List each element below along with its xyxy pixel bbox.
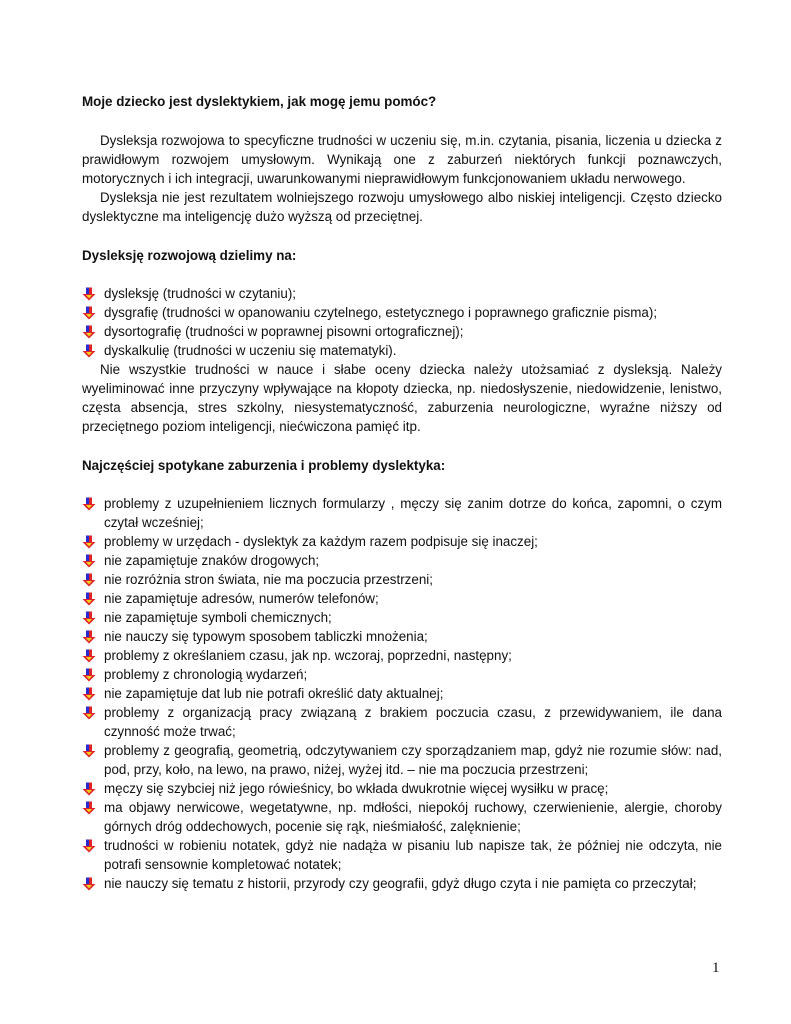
list-item <box>82 703 722 741</box>
arrow-down-bullet-icon <box>82 554 96 568</box>
arrow-down-bullet-icon <box>82 877 96 891</box>
list-item <box>82 322 722 341</box>
list-item-text: dysortografię (trudności w poprawnej pisowni ortograficznej); <box>104 324 464 339</box>
list-item-text: ma objawy nerwicowe, wegetatywne, np. mdłości, niepokój ruchowy, czerwienienie, alergie, choroby górnych dróg oddechowych, pocenie się rąk, nieśmiałość, zalęknienie; <box>104 800 722 834</box>
list-item-text: dysleksję (trudności w czytaniu); <box>104 286 297 301</box>
list-item <box>82 532 722 551</box>
list-item-text: problemy z określaniem czasu, jak np. wczoraj, poprzedni, następny; <box>104 648 512 663</box>
arrow-down-bullet-icon <box>82 668 96 682</box>
list-item-text: dysgrafię (trudności w opanowaniu czytelnego, estetycznego i poprawnego graficznie pisma); <box>104 305 658 320</box>
list-item <box>82 874 722 893</box>
arrow-down-bullet-icon <box>82 611 96 625</box>
arrow-down-bullet-icon <box>82 535 96 549</box>
arrow-down-bullet-icon <box>82 592 96 606</box>
list-item <box>82 608 722 627</box>
list-item <box>82 665 722 684</box>
arrow-down-bullet-icon <box>82 687 96 701</box>
arrow-down-bullet-icon <box>82 782 96 796</box>
list-item <box>82 646 722 665</box>
arrow-down-bullet-icon <box>82 497 96 511</box>
intro-paragraph-1: Dysleksja rozwojowa to specyficzne trudności w uczeniu się, m.in. czytania, pisania, liczenia u dziecka z prawidłowym rozwojem umysłowym. Wynikają one z zaburzeń niektórych funkcji poznawczych, motorycznych i ich integracji, uwarunkowanymi nieprawidłowym funkcjonowaniem układu nerwowego. <box>82 133 722 186</box>
list-item-text: nie nauczy się tematu z historii, przyrody czy geografii, gdyż długo czyta i nie pamięta co przeczytał; <box>104 876 697 891</box>
list-item <box>82 798 722 836</box>
arrow-down-bullet-icon <box>82 744 96 758</box>
arrow-down-bullet-icon <box>82 649 96 663</box>
list-item <box>82 303 722 322</box>
list-item-text: problemy z chronologią wydarzeń; <box>104 667 308 682</box>
section-heading-types: Dysleksję rozwojową dzielimy na: <box>82 248 297 263</box>
list-item <box>82 627 722 646</box>
list-item-text: nie nauczy się typowym sposobem tabliczki mnożenia; <box>104 629 428 644</box>
list-item <box>82 684 722 703</box>
list-item <box>82 741 722 779</box>
list-item-text: trudności w robieniu notatek, gdyż nie nadąża w pisaniu lub napisze tak, że później nie odczyta, nie potrafi sensownie kompletować notatek; <box>104 838 722 872</box>
list-item <box>82 551 722 570</box>
list-item <box>82 341 722 360</box>
list-item <box>82 836 722 874</box>
list-item-text: nie zapamiętuje dat lub nie potrafi określić daty aktualnej; <box>104 686 444 701</box>
document-body <box>82 92 722 893</box>
list-item <box>82 284 722 303</box>
section-heading-problems: Najczęściej spotykane zaburzenia i problemy dyslektyka: <box>82 458 446 473</box>
arrow-down-bullet-icon <box>82 306 96 320</box>
list-item-text: nie rozróżnia stron świata, nie ma poczucia przestrzeni; <box>104 572 433 587</box>
page-number: 1 <box>712 960 720 976</box>
list-item <box>82 589 722 608</box>
types-note-paragraph: Nie wszystkie trudności w nauce i słabe oceny dziecka należy utożsamiać z dysleksją. Należy wyeliminować inne przyczyny wpływające na kłopoty dziecka, np. niedosłyszenie, niedowidzenie, lenistwo, częsta absencja, stres szkolny, niesystematyczność, zaburzenia neurologiczne, wyraźne niższy od przeciętnego poziom inteligencji, niećwiczona pamięć itp. <box>82 362 722 434</box>
types-list <box>82 284 722 360</box>
list-item-text: problemy z organizacją pracy związaną z brakiem poczucia czasu, z przewidywaniem, ile dana czynność może trwać; <box>104 705 722 739</box>
list-item-text: nie zapamiętuje znaków drogowych; <box>104 553 320 568</box>
arrow-down-bullet-icon <box>82 801 96 815</box>
arrow-down-bullet-icon <box>82 630 96 644</box>
document-title: Moje dziecko jest dyslektykiem, jak mogę jemu pomóc? <box>82 94 437 109</box>
list-item-text: nie zapamiętuje adresów, numerów telefonów; <box>104 591 379 606</box>
arrow-down-bullet-icon <box>82 325 96 339</box>
arrow-down-bullet-icon <box>82 344 96 358</box>
intro-paragraph-2: Dysleksja nie jest rezultatem wolniejszego rozwoju umysłowego albo niskiej inteligencji. Często dziecko dyslektyczne ma inteligencję dużo wyższą od przeciętnej. <box>82 190 722 224</box>
list-item-text: nie zapamiętuje symboli chemicznych; <box>104 610 332 625</box>
arrow-down-bullet-icon <box>82 706 96 720</box>
arrow-down-bullet-icon <box>82 287 96 301</box>
list-item-text: dyskalkulię (trudności w uczeniu się matematyki). <box>104 343 397 358</box>
list-item <box>82 570 722 589</box>
arrow-down-bullet-icon <box>82 573 96 587</box>
list-item-text: problemy z uzupełnieniem licznych formularzy , męczy się zanim dotrze do końca, zapomni, o czym czytał wcześniej; <box>104 496 722 530</box>
list-item-text: problemy w urzędach - dyslektyk za każdym razem podpisuje się inaczej; <box>104 534 538 549</box>
list-item-text: problemy z geografią, geometrią, odczytywaniem czy sporządzaniem map, gdyż nie rozumie słów: nad, pod, przy, koło, na lewo, na prawo, niżej, wyżej itd. – nie ma poczucia przestrzeni; <box>104 743 722 777</box>
arrow-down-bullet-icon <box>82 839 96 853</box>
problems-list <box>82 494 722 893</box>
list-item <box>82 779 722 798</box>
list-item <box>82 494 722 532</box>
list-item-text: męczy się szybciej niż jego rówieśnicy, bo wkłada dwukrotnie więcej wysiłku w pracę; <box>104 781 609 796</box>
